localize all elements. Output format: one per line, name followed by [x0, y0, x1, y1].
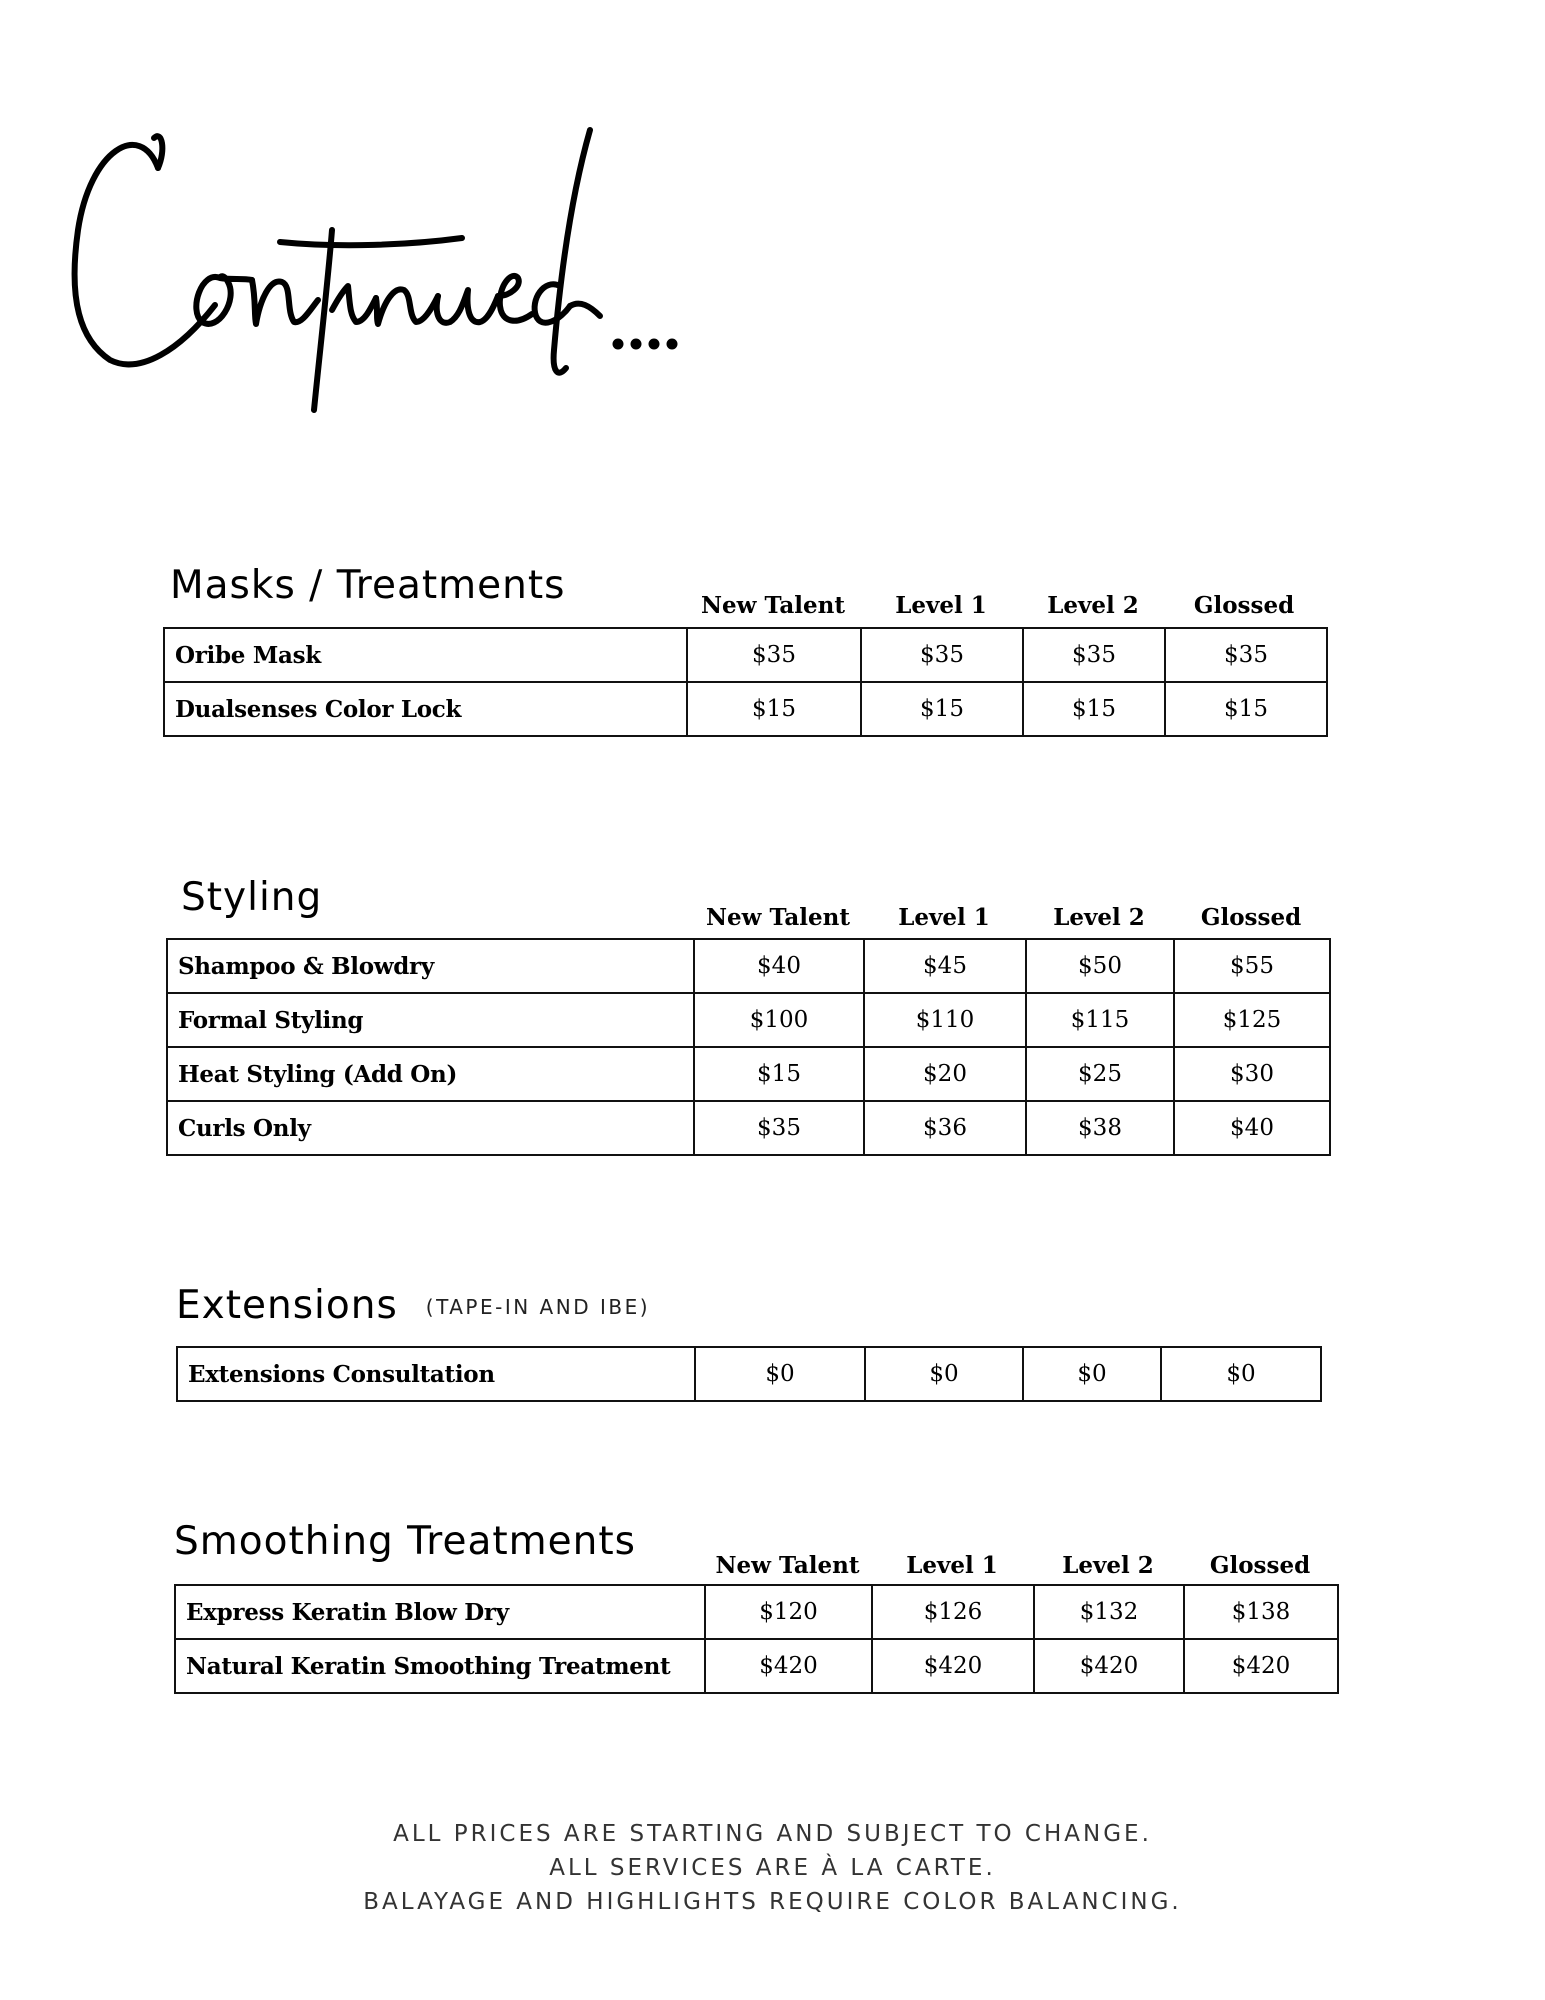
price-cell: $420	[705, 1639, 872, 1693]
service-name: Oribe Mask	[164, 628, 687, 682]
table-row	[177, 1347, 1321, 1401]
script-title-continued	[70, 110, 730, 430]
col-header-glossed: Glossed	[1200, 904, 1302, 931]
price-cell: $36	[864, 1101, 1026, 1155]
footer-line: ALL PRICES ARE STARTING AND SUBJECT TO CHANGE.	[393, 1821, 1152, 1847]
price-cell: $420	[1184, 1639, 1338, 1693]
col-header-level-1: Level 1	[906, 1552, 998, 1579]
section-heading-styling: Styling	[181, 875, 323, 920]
price-cell: $40	[1174, 1101, 1330, 1155]
service-name: Natural Keratin Smoothing Treatment	[175, 1639, 705, 1693]
price-cell: $120	[705, 1585, 872, 1639]
col-header-new-talent: New Talent	[715, 1552, 860, 1579]
table-row	[167, 993, 1330, 1047]
price-cell: $40	[694, 939, 864, 993]
service-name: Dualsenses Color Lock	[164, 682, 687, 736]
price-cell: $35	[861, 628, 1023, 682]
service-name: Shampoo & Blowdry	[167, 939, 694, 993]
price-cell: $420	[872, 1639, 1034, 1693]
price-cell: $20	[864, 1047, 1026, 1101]
service-name: Curls Only	[167, 1101, 694, 1155]
table-row	[175, 1639, 1338, 1693]
price-cell: $35	[1023, 628, 1165, 682]
table-row	[167, 939, 1330, 993]
price-table-smoothing-treatments	[174, 1584, 1339, 1694]
price-cell: $0	[1161, 1347, 1321, 1401]
price-cell: $55	[1174, 939, 1330, 993]
extensions-subheading: (TAPE-IN AND IBE)	[425, 1295, 651, 1319]
price-cell: $15	[1165, 682, 1327, 736]
price-cell: $100	[694, 993, 864, 1047]
col-header-new-talent: New Talent	[706, 904, 850, 931]
price-cell: $35	[687, 628, 861, 682]
table-row	[164, 628, 1327, 682]
section-heading-smoothing-treatments: Smoothing Treatments	[174, 1519, 636, 1564]
price-table-extensions	[176, 1346, 1322, 1402]
price-cell: $15	[861, 682, 1023, 736]
col-header-level-2: Level 2	[1053, 904, 1145, 931]
price-cell: $30	[1174, 1047, 1330, 1101]
col-header-glossed: Glossed	[1209, 1552, 1311, 1579]
section-heading-extensions	[176, 1283, 651, 1328]
footer-line: BALAYAGE AND HIGHLIGHTS REQUIRE COLOR BALANCING.	[363, 1889, 1182, 1915]
service-name: Formal Styling	[167, 993, 694, 1047]
col-header-level-2: Level 2	[1047, 592, 1139, 619]
price-table-styling	[166, 938, 1331, 1156]
price-cell: $132	[1034, 1585, 1184, 1639]
price-cell: $35	[694, 1101, 864, 1155]
footer-line: ALL SERVICES ARE À LA CARTE.	[549, 1855, 996, 1881]
price-cell: $110	[864, 993, 1026, 1047]
price-cell: $15	[1023, 682, 1165, 736]
price-cell: $125	[1174, 993, 1330, 1047]
price-cell: $420	[1034, 1639, 1184, 1693]
extensions-heading-text: Extensions	[176, 1283, 398, 1328]
table-row	[167, 1047, 1330, 1101]
table-row	[167, 1101, 1330, 1155]
price-cell: $138	[1184, 1585, 1338, 1639]
price-cell: $38	[1026, 1101, 1174, 1155]
col-header-new-talent: New Talent	[701, 592, 845, 619]
price-cell: $0	[1023, 1347, 1161, 1401]
service-name: Extensions Consultation	[177, 1347, 695, 1401]
price-cell: $15	[687, 682, 861, 736]
table-row	[164, 682, 1327, 736]
price-cell: $50	[1026, 939, 1174, 993]
price-cell: $35	[1165, 628, 1327, 682]
price-cell: $25	[1026, 1047, 1174, 1101]
service-name: Express Keratin Blow Dry	[175, 1585, 705, 1639]
price-cell: $45	[864, 939, 1026, 993]
col-header-level-1: Level 1	[898, 904, 990, 931]
price-table-masks-treatments	[163, 627, 1328, 737]
section-heading-masks-treatments: Masks / Treatments	[170, 563, 566, 608]
col-header-level-2: Level 2	[1062, 1552, 1154, 1579]
price-cell: $0	[865, 1347, 1023, 1401]
price-cell: $15	[694, 1047, 864, 1101]
footer-disclaimer	[0, 1817, 1545, 1919]
table-row	[175, 1585, 1338, 1639]
price-cell: $126	[872, 1585, 1034, 1639]
price-cell: $115	[1026, 993, 1174, 1047]
col-header-level-1: Level 1	[895, 592, 987, 619]
price-cell: $0	[695, 1347, 865, 1401]
service-name: Heat Styling (Add On)	[167, 1047, 694, 1101]
col-header-glossed: Glossed	[1193, 592, 1295, 619]
